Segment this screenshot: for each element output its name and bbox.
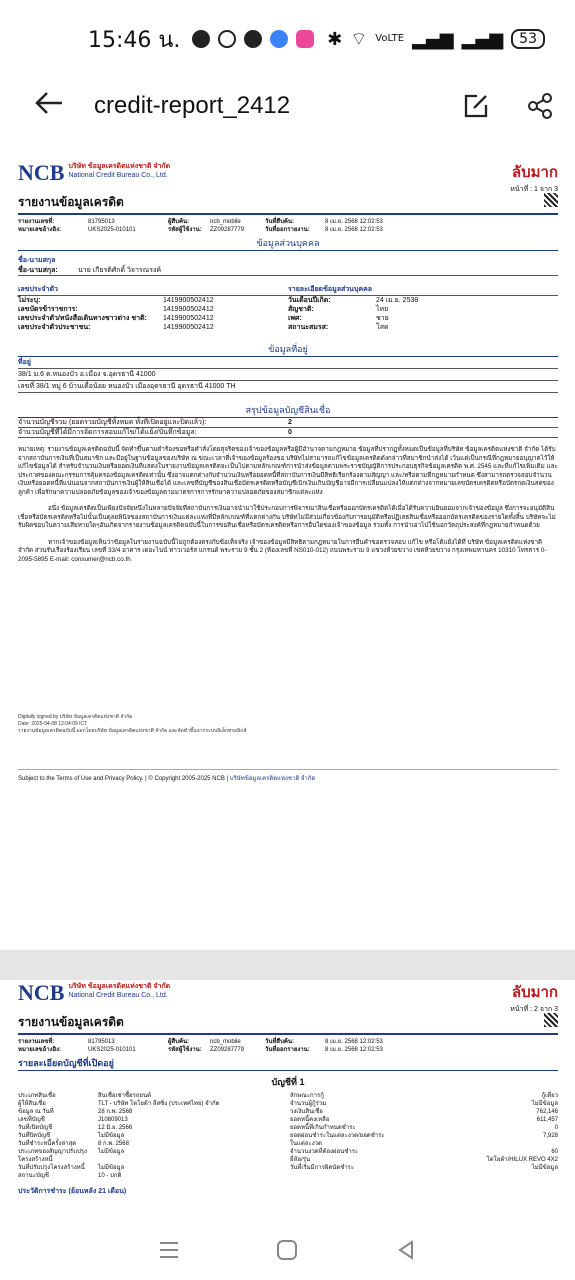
- home-icon[interactable]: [276, 1239, 298, 1265]
- info-row: [18, 1172, 286, 1180]
- secret-label: ลับมาก: [511, 164, 558, 181]
- report-page-2: NCB บริษัท ข้อมูลเครดิตแห่งชาติ จำกัด National Credit Bureau Co., Ltd. ลับมาก หน้าที่ : 2 จาก 3 รายงานข้อมูลเครดิต รายงานเลขที่: 81795013 ผู้สืบค้น: ncb_mobile วันที่สืบค้น: 8 เม.ย. 2568 12:02:53 หมายเลขอ้างอิง: UKS2025-010101 รหัสผู้ใช้งาน: ZZ09287779 วันที่ออกรายงาน: 8 เม.ย. 2568 12:02:53 รายละเอียดบัญชีที่เปิดอยู่ บัญชีที่ 1 ประเภทสินเชื่อ สินเชื่อเช่าซื้อรถยนต์ ผู้ให้สินเชื่อ TLT - บริษัท โตโยต้า ลีสซิ่ง (ประเทศไทย) จำกัด ข้อมูล ณ วันที่ 28 ก.พ. 2568 เลขที่บัญชี J10809013 วันที่เปิดบัญชี 12 มิ.ย. 2566 วันที่ปิดบัญชี ไม่มีข้อมูล วันที่ชำระหนี้ครั้งล่าสุด 8 ก.พ. 2568 ประเภทของสัญญาปรับปรุงโครงสร้างหนี้ ไม่มีข้อมูล วันที่ปรับปรุงโครงสร้างหนี้ ไม่มีข้อมูล สถานะบัญชี 10 - ปกติ ลักษณะการกู้ กู้เดี่ยว จำนวนผู้กู้ร่วม ไม่มีข้อมูล วงเงินสินเชื่อ 762,146 ยอดหนี้คงเหลือ 611,457 ยอดหนี้ที่เกินกำหนดชำระ 0 ยอดผ่อนชำระในแต่ละงวด/ยอดชำระในแต่ละงวด 7,928 จำนวนงวดที่ต้องผ่อนชำระ 60 ยี่ห้อ/รุ่น โตโยต้า/HILUX REVO 4X2 วันที่เริ่มมีการผิดนัดชำระ ไม่มีข้อมูล ประวัติการชำระ (ย้อนหลัง 21 เดือน): [18, 980, 558, 1210]
- id-section: เลขประจำตัว: [18, 284, 288, 296]
- report-page-1: NCB บริษัท ข้อมูลเครดิตแห่งชาติ จำกัด National Credit Bureau Co., Ltd. ลับมาก หน้าที่ : 1 จาก 3 รายงานข้อมูลเครดิต รายงานเลขที่: 81795013 ผู้สืบค้น: ncb_mobile วันที่สืบค้น: 8 เม.ย. 2568 12:02:53 หมายเลขอ้างอิง: UKS2025-010101 รหัสผู้ใช้งาน: ZZ09287779 วันที่ออกรายงาน: 8 เม.ย. 2568 12:02:53 ข้อมูลส่วนบุคคล ชื่อ-นามสกุล ชื่อ-นามสกุล: นาย เกียรติศักดิ์ วิจารณรงค์ เลขประจำตัว ไม่ระบุ: 1419900502412 เลขบัตรข้าราชการ: 1419900502412 เลขประจำตัว/หนังสือเดินทางชาวต่าง ชาติ: 1419900502412 เลขประจำตัวประชาชน: 1419900502412 รายละเอียดข้อมูลส่วนบุคคล วันเดือนปีเกิด: 24 เม.ย. 2538 สัญชาติ: ไทย เพศ: ชาย สถานะสมรส: โสด ข้อมูลที่อยู่ ที่อยู่ 38/1 ม.6 ต.หนองบัว อ.เมือง จ.อุดรธานี 41000 เลขที่ 38/1 หมู่ 6 บ้านเดื่อน้อย หนองบัว เมืองอุดรธานี อุดรธานี 41000 TH สรุปข้อมูลบัญชีสินเชื่อ จำนวนบัญชีรวม (ยอดรวมบัญชีทั้งหมด ทั้งที่เปิดอยู่และปิดแล้ว): 2 จำนวนบัญชีที่ได้มีการจัดการสอบแก้ไข/โต้แย้ง/บันทึกข้อมูล: 0 หมายเหตุ: รายงานข้อมูลเครดิตฉบับนี้ จัดทำขึ้นตามคำร้องขอหรือคำสั่งโดยสุจริตของเจ้าของข้อมูลหรือผู้มีอำนาจตามกฎหมาย ข้อมูลที่ปรากฏทั้งหมดเป็นข้อมูลที่บริษัท ข้อมูลเครดิตแห่งชาติ จำกัด ได้รับจากสถาบันการเงินที่เป็นสมาชิก และมีอยู่ในฐานข้อมูลของบริษัท ณ ขณะเวลาที่เจ้าของข้อมูลร้องขอ บริษัทไม่สามารถแก้ไขข้อมูลเครดิตดังกล่าวที่สมาชิกนำส่งได้ เว้นแต่เป็นกรณีที่กฎหมายอนุญาตไว้ให้แก้ไขข้อมูลได้ สำหรับจำนวนเงินหรือยอดเงินที่แสดงในรายงานข้อมูลเครดิตจะเป็นไปตามหลักเกณฑ์การนำส่งข้อมูลตามพระราชบัญญัติการประกอบธุรกิจข้อมูลเครดิต พ.ศ. 2545 และที่แก้ไขเพิ่มเติม และประกาศของคณะกรรมการคุ้มครองข้อมูลเครดิตเท่านั้น ซึ่งอาจแตกต่างกับจำนวนเงินหรือยอดหนี้ที่สถาบันการเงินมีสิทธิเรียกร้องตามสัญญา และ/หรือตามที่กฎหมายกำหนด ซึ่งสามารถตรวจสอบจำนวนเงินหรือยอดหนี้ที่แน่นอนจากสถาบันการเงินผู้ให้สินเชื่อได้ และเลขที่บัญชีของสินเชื่อบัตรเครดิตหรือบัญชีเบิกเงินเกินบัญชีอาจมีการเปลี่ยนแปลงให้แตกต่างจากหมายเลขบัตรเครดิตหรือบัตรกดเงินสดของลูกค้า เพื่อรักษาความปลอดภัยข้อมูลของเจ้าของข้อมูลตามมาตรการการรักษาความปลอดภัยของสมาชิกแต่ละแห่ง อนึ่ง ข้อมูลเครดิตเป็นเพียงปัจจัยหนึ่งในหลายปัจจัยที่สถาบันการเงินอาจนำมาใช้ประกอบการพิจารณาสินเชื่อหรือออกบัตรเครดิตได้เมื่อได้รับความยินยอมจากเจ้าของข้อมูล ซึ่งการจะอนุมัติสินเชื่อหรือบัตรเครดิตหรือไม่นั้นเป็นดุลยพินิจของสถาบันการเงินแต่ละแห่งที่มีหลักเกณฑ์ที่แตกต่างกัน บริษัทไม่มีส่วนเกี่ยวข้องกับการอนุมัติหรือปฏิเสธสินเชื่อหรือออกบัตรเครดิตของรายใดทั้งสิ้น บริษัทจะไม่รับผิดชอบในความเสียหายใดๆอันเกิดจากรายงานข้อมูลเครดิตฉบับนี้ในการขอสินเชื่อหรือบัตรเครดิตหรือการอื่นใดของเจ้าของข้อมูล รวมทั้ง การนำเอาไปใช้นอกวัตถุประสงค์ที่กฎหมายกำหนดด้วย หากเจ้าของข้อมูลเห็นว่าข้อมูลในรายงานฉบับนี้ไม่ถูกต้องตรงกับข้อเท็จจริง เจ้าของข้อมูลมีสิทธิตามกฎหมายในการยื่นคำขอตรวจสอบ แก้ไข หรือโต้แย้งได้ที่ บริษัท ข้อมูลเครดิตแห่งชาติ จำกัด ส่วนรับเรื่องร้องเรียน เลขที่ 33/4 อาคาร เดอะไนน์ ทาวเวอร์ส แกรนด์ พระราม 9 ชั้น 2 (ห้องเลขที่ NS010-012) ถนนพระราม 9 แขวงห้วยขวาง เขตห้วยขวาง กรุงเทพมหานคร 10310 โทรสาร 0-2095-5895 E-mail: consumer@ncb.co.th Digitally signed by บริษัท ข้อมูลเครดิตแห่งชาติ จำกัด Date: 2025-04-08 12:04:09 ICT รายงานข้อมูลเครดิตฉบับนี้ ออกโดยบริษัท ข้อมูลเครดิตแห่งชาติ จำกัด และจัดทำขึ้นจากระบบอิเล็กทรอนิกส์ Subject to the Terms of Use and Privacy Policy. | © Copyright 2005-2025 NCB | บริษัทข้อมูลเครดิตแห่งชาติ จำกัด: [18, 160, 558, 950]
- detail-section: รายละเอียดข้อมูลส่วนบุคคล: [288, 284, 558, 296]
- info-label: ยอดหนี้คงเหลือ: [290, 1117, 330, 1123]
- system-nav-bar: [0, 1224, 575, 1280]
- info-row: [288, 296, 558, 305]
- info-label: ข้อมูล ณ วันที่: [18, 1109, 54, 1115]
- info-value: ไม่มีข้อมูล: [531, 1165, 558, 1171]
- info-row: [290, 1108, 558, 1116]
- info-row: [18, 296, 288, 305]
- page-number-2: หน้าที่ : 2 จาก 3: [510, 1006, 558, 1013]
- info-value: 60: [551, 1149, 558, 1155]
- footer-link[interactable]: บริษัทข้อมูลเครดิตแห่งชาติ จำกัด: [229, 776, 316, 782]
- info-label: ไม่ระบุ:: [18, 297, 41, 304]
- info-row: [18, 1164, 286, 1172]
- info-label: จำนวนผู้กู้ร่วม: [290, 1101, 327, 1107]
- volte-icon: VoLTE: [375, 33, 405, 44]
- info-value: กู้เดี่ยว: [541, 1093, 558, 1099]
- info-value: สินเชื่อเช่าซื้อรถยนต์: [98, 1093, 152, 1099]
- info-label: ยอดผ่อนชำระในแต่ละงวด/ยอดชำระในแต่ละงวด: [290, 1133, 385, 1147]
- id-list: [18, 296, 288, 332]
- info-row: [18, 1148, 286, 1164]
- info-label: ประเภทสินเชื่อ: [18, 1093, 56, 1099]
- info-row: [290, 1164, 558, 1172]
- info-label: วันที่ปรับปรุงโครงสร้างหนี้: [18, 1165, 85, 1171]
- disclaimer-3: หากเจ้าของข้อมูลเห็นว่าข้อมูลในรายงานฉบับนี้ไม่ถูกต้องตรงกับข้อเท็จจริง เจ้าของข้อมูลมีสิทธิตามกฎหมายในการยื่นคำขอตรวจสอบ แก้ไข หรือโต้แย้งได้ที่ บริษัท ข้อมูลเครดิตแห่งชาติ จำกัด ส่วนรับเรื่องร้องเรียน เลขที่ 33/4 อาคาร เดอะไนน์ ทาวเวอร์ส แกรนด์ พระราม 9 ชั้น 2 (ห้องเลขที่ NS010-012) ถนนพระราม 9 แขวงห้วยขวาง เขตห้วยขวาง กรุงเทพมหานคร 10310 โทรสาร 0-2095-5895 E-mail: consumer@ncb.co.th: [18, 538, 547, 563]
- info-label: สถานะสมรส:: [288, 324, 329, 331]
- info-row: [290, 1148, 558, 1156]
- status-bar: [0, 0, 575, 78]
- info-row: [290, 1116, 558, 1124]
- report-title-2: รายงานข้อมูลเครดิต: [18, 1013, 558, 1035]
- info-value: ไม่มีข้อมูล: [98, 1133, 125, 1139]
- info-value: J10809013: [98, 1117, 128, 1123]
- info-value: 1419900502412: [163, 324, 214, 331]
- nav-back-icon[interactable]: [395, 1239, 417, 1265]
- app-toolbar: [0, 78, 575, 134]
- personal-info-title: ข้อมูลส่วนบุคคล: [18, 236, 558, 251]
- disclaimer-1: หมายเหตุ: รายงานข้อมูลเครดิตฉบับนี้ จัดทำขึ้นตามคำร้องขอหรือคำสั่งโดยสุจริตของเจ้าของข้อมูลหรือผู้มีอำนาจตามกฎหมาย ข้อมูลที่ปรากฏทั้งหมดเป็นข้อมูลที่บริษัท ข้อมูลเครดิตแห่งชาติ จำกัด ได้รับจากสถาบันการเงินที่เป็นสมาชิก และมีอยู่ในฐานข้อมูลของบริษัท ณ ขณะเวลาที่เจ้าของข้อมูลร้องขอ บริษัทไม่สามารถแก้ไขข้อมูลเครดิตดังกล่าวที่สมาชิกนำส่งได้ เว้นแต่เป็นกรณีที่กฎหมายอนุญาตไว้ให้แก้ไขข้อมูลได้ สำหรับจำนวนเงินหรือยอดเงินที่แสดงในรายงานข้อมูลเครดิตจะเป็นไปตามหลักเกณฑ์การนำส่งข้อมูลตามพระราชบัญญัติการประกอบธุรกิจข้อมูลเครดิต พ.ศ. 2545 และที่แก้ไขเพิ่มเติม และประกาศของคณะกรรมการคุ้มครองข้อมูลเครดิตเท่านั้น ซึ่งอาจแตกต่างกับจำนวนเงินหรือยอดหนี้ที่สถาบันการเงินมีสิทธิเรียกร้องตามสัญญา และ/หรือตามที่กฎหมายกำหนด ซึ่งสามารถตรวจสอบจำนวนเงินหรือยอดหนี้ที่แน่นอนจากสถาบันการเงินผู้ให้สินเชื่อได้ และเลขที่บัญชีของสินเชื่อบัตรเครดิตหรือบัญชีเบิกเงินเกินบัญชีอาจมีการเปลี่ยนแปลงให้แตกต่างจากหมายเลขบัตรเครดิตหรือบัตรกดเงินสดของลูกค้า เพื่อรักษาความปลอดภัยข้อมูลของเจ้าของข้อมูลตามมาตรการการรักษาความปลอดภัยของสมาชิกแต่ละแห่ง: [18, 446, 558, 496]
- info-value: ชาย: [376, 315, 389, 322]
- info-row: [18, 1092, 286, 1100]
- ncb-logo: NCB: [18, 160, 65, 185]
- disclaimer-2: อนึ่ง ข้อมูลเครดิตเป็นเพียงปัจจัยหนึ่งในหลายปัจจัยที่สถาบันการเงินอาจนำมาใช้ประกอบการพิจารณาสินเชื่อหรือออกบัตรเครดิตได้เมื่อได้รับความยินยอมจากเจ้าของข้อมูล ซึ่งการจะอนุมัติสินเชื่อหรือบัตรเครดิตหรือไม่นั้นเป็นดุลยพินิจของสถาบันการเงินแต่ละแห่งที่มีหลักเกณฑ์ที่แตกต่างกัน บริษัทไม่มีส่วนเกี่ยวข้องกับการอนุมัติหรือปฏิเสธสินเชื่อหรือออกบัตรเครดิตของรายใดทั้งสิ้น บริษัทจะไม่รับผิดชอบในความเสียหายใดๆอันเกิดจากรายงานข้อมูลเครดิตฉบับนี้ในการขอสินเชื่อหรือบัตรเครดิตหรือการอื่นใดของเจ้าของข้อมูล รวมทั้ง การนำเอาไปใช้นอกวัตถุประสงค์ที่กฎหมายกำหนดด้วย: [18, 505, 556, 529]
- info-label: ยอดหนี้ที่เกินกำหนดชำระ: [290, 1125, 356, 1131]
- info-row: [290, 1092, 558, 1100]
- instagram-icon: [218, 30, 236, 48]
- info-value: โตโยต้า/HILUX REVO 4X2: [486, 1157, 558, 1163]
- info-label: สถานะบัญชี: [18, 1173, 49, 1179]
- info-value: 24 เม.ย. 2538: [376, 297, 419, 304]
- report-meta: รายงานเลขที่: 81795013 ผู้สืบค้น: ncb_mobile วันที่สืบค้น: 8 เม.ย. 2568 12:02:53 หมายเลขอ้างอิง: UKS2025-010101 รหัสผู้ใช้งาน: ZZ09287779 วันที่ออกรายงาน: 8 เม.ย. 2568 12:02:53: [18, 219, 383, 233]
- info-value: 1419900502412: [163, 297, 214, 304]
- info-row: [18, 314, 288, 323]
- back-arrow-icon[interactable]: [34, 89, 74, 124]
- info-label: จำนวนงวดที่ต้องผ่อนชำระ: [290, 1149, 359, 1155]
- qr-code-icon-2: [544, 1013, 558, 1027]
- page-separator: [0, 950, 575, 980]
- info-label: เลขที่บัญชี: [18, 1117, 45, 1123]
- info-value: 0: [554, 1125, 558, 1131]
- info-row: [290, 1100, 558, 1108]
- info-row: [288, 323, 558, 332]
- info-label: ยี่ห้อ/รุ่น: [290, 1157, 311, 1163]
- address-title: ข้อมูลที่อยู่: [18, 342, 558, 357]
- info-value: 1419900502412: [163, 306, 214, 313]
- info-row: [18, 1140, 286, 1148]
- signal-icon: ▂▄▆: [412, 28, 454, 50]
- app-icon: [296, 30, 314, 48]
- info-row: [18, 1116, 286, 1124]
- share-icon[interactable]: [525, 91, 555, 121]
- document-title: credit-report_2412: [94, 92, 291, 119]
- info-label: เพศ:: [288, 315, 302, 322]
- info-value: 12 มิ.ย. 2566: [98, 1125, 133, 1131]
- ncb-logo-2: NCB: [18, 980, 65, 1005]
- info-row: [18, 1132, 286, 1140]
- info-value: 762,146: [536, 1109, 558, 1115]
- name-section: ชื่อ-นามสกุล: [18, 257, 56, 264]
- info-row: [288, 314, 558, 323]
- info-value: 10 - ปกติ: [98, 1173, 122, 1179]
- account-title: บัญชีที่ 1: [271, 1077, 305, 1087]
- account-right-details: [290, 1092, 558, 1180]
- page-footer: Subject to the Terms of Use and Privacy Policy. | © Copyright 2005-2025 NCB | บริษัทข้อมูลเครดิตแห่งชาติ จำกัด: [18, 769, 558, 783]
- info-value: TLT - บริษัท โตโยต้า ลีสซิ่ง (ประเทศไทย) จำกัด: [98, 1101, 220, 1107]
- info-row: [18, 1108, 286, 1116]
- address-line-1: 38/1 ม.6 ต.หนองบัว อ.เมือง จ.อุดรธานี 41000: [18, 369, 558, 381]
- info-label: วันที่เริ่มมีการผิดนัดชำระ: [290, 1165, 355, 1171]
- info-value: 611,457: [536, 1117, 558, 1123]
- info-label: ลักษณะการกู้: [290, 1093, 324, 1099]
- info-row: [18, 1100, 286, 1108]
- info-row: [18, 305, 288, 314]
- info-row: [18, 1124, 286, 1132]
- info-row: [290, 1124, 558, 1132]
- messenger-icon: [270, 30, 288, 48]
- info-label: เลขบัตรข้าราชการ:: [18, 306, 78, 313]
- info-value: 28 ก.พ. 2568: [98, 1109, 133, 1115]
- page-number: หน้าที่ : 1 จาก 3: [510, 186, 558, 193]
- facebook-icon: [244, 30, 262, 48]
- address-section: ที่อยู่: [18, 357, 558, 369]
- qr-code-icon: [544, 193, 558, 207]
- info-value: ไม่มีข้อมูล: [98, 1165, 125, 1171]
- info-value: ไม่มีข้อมูล: [531, 1101, 558, 1107]
- address-line-2: เลขที่ 38/1 หมู่ 6 บ้านเดื่อน้อย หนองบัว เมืองอุดรธานี อุดรธานี 41000 TH: [18, 381, 558, 393]
- customer-name: นาย เกียรติศักดิ์ วิจารณรงค์: [78, 267, 162, 274]
- company-name: บริษัท ข้อมูลเครดิตแห่งชาติ จำกัด National Credit Bureau Co., Ltd.: [68, 163, 171, 179]
- payment-history-title: ประวัติการชำระ (ย้อนหลัง 21 เดือน): [18, 1188, 127, 1195]
- info-value: 7,928: [542, 1133, 558, 1139]
- info-label: วันที่ชำระหนี้ครั้งล่าสุด: [18, 1141, 77, 1147]
- line-icon: [192, 30, 210, 48]
- info-value: ไม่มีข้อมูล: [98, 1149, 125, 1155]
- info-label: วันที่ปิดบัญชี: [18, 1133, 51, 1139]
- status-time: 15:46 น.: [88, 27, 181, 53]
- info-label: เลขประจำตัว/หนังสือเดินทางชาวต่าง ชาติ:: [18, 315, 147, 322]
- info-label: สัญชาติ:: [288, 306, 314, 313]
- wifi-icon: ⌔: [350, 28, 368, 50]
- classification: [510, 160, 558, 195]
- disputed-accounts: 0: [288, 429, 292, 436]
- info-value: ไทย: [376, 306, 389, 313]
- info-value: โสด: [376, 324, 389, 331]
- info-label: วงเงินสินเชื่อ: [290, 1109, 323, 1115]
- info-label: เลขประจำตัวประชาชน:: [18, 324, 91, 331]
- account-left-details: [18, 1092, 286, 1180]
- info-value: 8 ก.พ. 2568: [98, 1141, 129, 1147]
- digital-signature: Digitally signed by บริษัท ข้อมูลเครดิตแห่งชาติ จำกัด Date: 2025-04-08 12:04:09 ICT รายงานข้อมูลเครดิตฉบับนี้ ออกโดยบริษัท ข้อมูลเครดิตแห่งชาติ จำกัด และจัดทำขึ้นจากระบบอิเล็กทรอนิกส์: [18, 714, 247, 734]
- signal-icon-2: ▂▄▆: [461, 28, 504, 50]
- detail-list: [288, 296, 558, 332]
- info-label: วันเดือนปีเกิด:: [288, 297, 331, 304]
- summary-title: สรุปข้อมูลบัญชีสินเชื่อ: [18, 403, 558, 418]
- edit-icon[interactable]: [461, 91, 491, 121]
- bluetooth-icon: ✱: [327, 28, 343, 50]
- info-row: [290, 1156, 558, 1164]
- notification-icons: [192, 30, 314, 48]
- recents-icon[interactable]: [158, 1239, 180, 1265]
- battery-icon: 53: [511, 29, 545, 49]
- info-row: [288, 305, 558, 314]
- total-accounts: 2: [288, 419, 292, 426]
- info-row: [18, 323, 288, 332]
- info-value: 1419900502412: [163, 315, 214, 322]
- report-title: รายงานข้อมูลเครดิต: [18, 193, 558, 215]
- info-label: ประเภทของสัญญาปรับปรุงโครงสร้างหนี้: [18, 1149, 87, 1163]
- open-accounts-title: รายละเอียดบัญชีที่เปิดอยู่: [18, 1056, 558, 1071]
- info-label: วันที่เปิดบัญชี: [18, 1125, 53, 1131]
- info-row: [290, 1132, 558, 1148]
- info-label: ผู้ให้สินเชื่อ: [18, 1101, 46, 1107]
